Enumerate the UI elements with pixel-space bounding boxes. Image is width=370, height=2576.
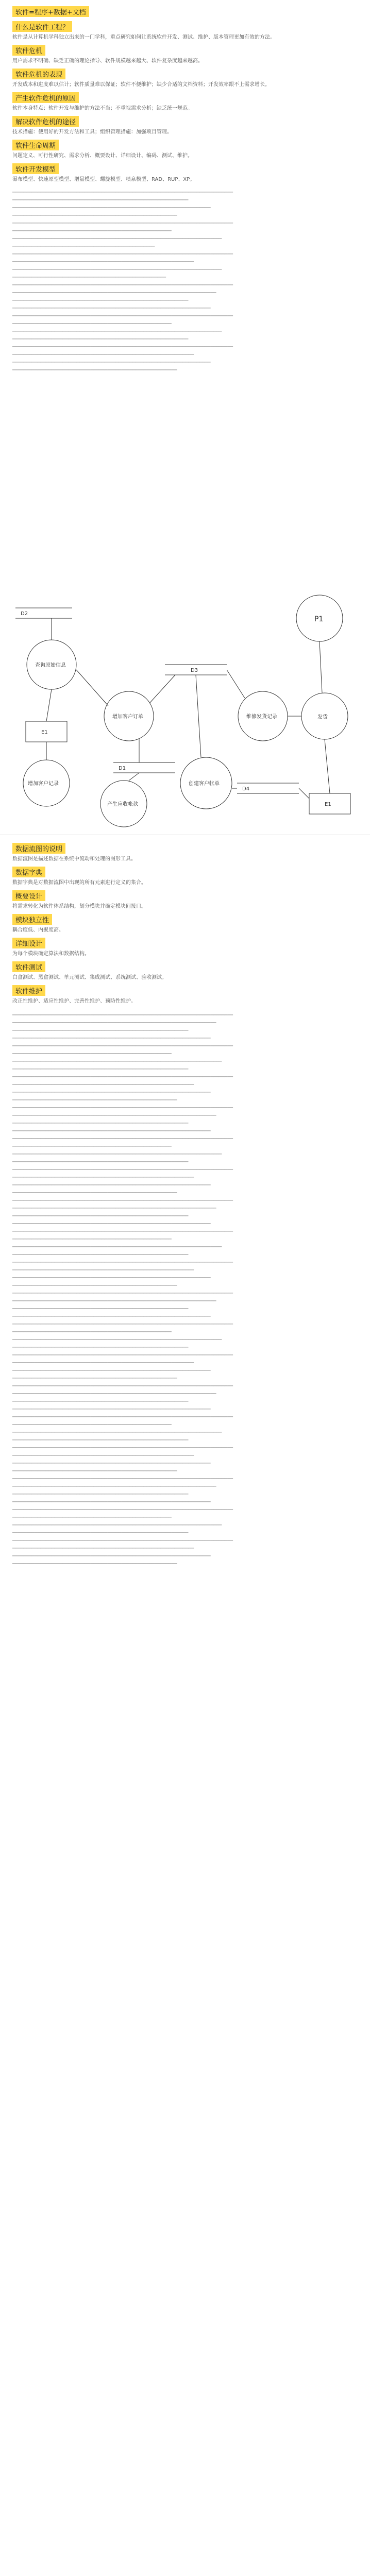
bubble-F-label: 发货	[317, 715, 328, 720]
doc-title: 软件=程序+数据+文档	[12, 6, 89, 17]
lower-1	[12, 863, 358, 887]
bubble-D-label: 创建客户帐单	[189, 781, 220, 787]
flow-arrow	[325, 739, 330, 793]
section-1	[12, 42, 358, 65]
store-D4-label: D4	[242, 786, 250, 792]
lower-3	[12, 911, 358, 935]
lower-6	[12, 982, 358, 1006]
entity-left-label: 增加客户记录	[28, 781, 59, 787]
section-heading: 解决软件危机的途径	[12, 116, 79, 127]
section-body: 数据字典是对数据流图中出现的所有元素进行定义的集合。	[12, 880, 146, 886]
section-heading: 软件维护	[12, 985, 45, 996]
section-6	[12, 160, 358, 184]
section-body: 改正性维护、适应性维护、完善性维护、预防性维护。	[12, 998, 136, 1004]
section-heading: 详细设计	[12, 938, 45, 948]
store-D2-label: D2	[21, 611, 28, 617]
section-heading: 模块独立性	[12, 914, 52, 925]
section-3	[12, 89, 358, 113]
store-D3-label: D3	[191, 668, 198, 673]
section-body: 用户需求不明确、缺乏正确的理论指导、软件规模越来越大、软件复杂度越来越高。	[12, 58, 203, 64]
section-heading: 软件开发模型	[12, 163, 59, 174]
flow-arrow	[227, 670, 245, 698]
section-body: 开发成本和进度难以估计；软件质量难以保证；软件不便维护；缺少合适的文档资料；开发效率跟不上需求增长。	[12, 82, 270, 88]
bubble-C-label: 产生应收帐款	[107, 802, 138, 807]
section-body: 将需求转化为软件体系结构，划分模块并确定模块间接口。	[12, 904, 146, 909]
section-body: 软件本身特点；软件开发与维护的方法不当；不重视需求分析；缺乏统一规范。	[12, 106, 193, 111]
bubble-E-label: 维修发货记录	[246, 714, 277, 720]
filler-text: ─────────────────────────────────────────────────────────────────────────────── ─────────────────────────────────────────────────────────────── ─────────────────────────────────────────────────────────────────────── ─────────────────────────────────────────────────────────── ─────────────────────────────────────────────────────────────────────────────── ───────────────────────────────────────────────────────── ─────────────────────────────────────────────────────────────────────────── ─────────────────────────────────────────────────── ─────────────────────────────────────────────────────────────────────────────── ───────────────────────────────────────────────────────────────── ─────────────────────────────────────────────────────────────────────────── ─────────────────────────────────────────────────────── ─────────────────────────────────────────────────────────────────────────────── ───────────────────────────────────────────────────────────────────────── ─────────────────────────────────────────────────────────────── ─────────────────────────────────────────────────────────────────────── ─────────────────────────────────────────────────────────────────────────────── ───────────────────────────────────────────────────────── ─────────────────────────────────────────────────────────────────────────── ─────────────────────────────────────────────────────────────── ─────────────────────────────────────────────────────────────────────────────── ───────────────────────────────────────────────────────────────── ─────────────────────────────────────────────────────────────────────── ───────────────────────────────────────────────────────────	[12, 190, 233, 373]
flow-arrow	[299, 788, 309, 799]
section-heading: 产生软件危机的原因	[12, 92, 79, 103]
lower-4	[12, 935, 358, 958]
store-D1-label: D1	[119, 766, 126, 771]
section-body: 瀑布模型、快速原型模型、增量模型、螺旋模型、喷泉模型、RAD、RUP、XP。	[12, 177, 195, 182]
bubble-B-label: 增加客户订单	[112, 714, 143, 720]
lower-0	[12, 840, 358, 863]
flow-arrow	[46, 689, 52, 721]
flow-arrow	[76, 670, 108, 706]
section-heading: 数据流图的说明	[12, 843, 65, 854]
section-0	[12, 18, 358, 42]
flow-arrow	[149, 675, 175, 703]
section-2	[12, 65, 358, 89]
lower-2	[12, 887, 358, 911]
section-heading: 概要设计	[12, 890, 45, 901]
section-4	[12, 113, 358, 137]
section-5	[12, 137, 358, 160]
section-body: 数据流图是描述数据在系统中流动和处理的图形工具。	[12, 856, 136, 862]
section-heading: 什么是软件工程？	[12, 21, 72, 32]
section-heading: 数据字典	[12, 867, 45, 877]
section-heading: 软件危机的表现	[12, 69, 65, 79]
section-heading: 软件测试	[12, 961, 45, 972]
section-body: 白盒测试、黑盒测试、单元测试、集成测试、系统测试、验收测试。	[12, 975, 167, 980]
section-body: 耦合度低、内聚度高。	[12, 927, 64, 933]
data-flow-diagram	[10, 587, 361, 835]
section-body: 问题定义、可行性研究、需求分析、概要设计、详细设计、编码、测试、维护。	[12, 153, 193, 159]
bubble-A-label: 查询原始信息	[35, 663, 66, 668]
section-body: 技术措施：使用好的开发方法和工具；组织管理措施：加强项目管理。	[12, 129, 172, 135]
flow-arrow	[196, 675, 201, 757]
top-section	[12, 3, 358, 375]
section-body: 软件是从计算机学科独立出来的一门学科，重点研究如何让系统软件开发、测试、维护、版本管理更加有效的方法。	[12, 35, 275, 40]
flow-arrow	[319, 641, 322, 693]
section-heading: 软件危机	[12, 45, 45, 56]
lower-5	[12, 958, 358, 982]
flow-arrow	[129, 773, 139, 781]
entity-E1-label: E1	[41, 730, 48, 735]
filler-text: ─────────────────────────────────────────────────────────────────────────────── ───────────────────────────────────────────────────────────────────────── ─────────────────────────────────────────────────────────────── ─────────────────────────────────────────────────────────────────────── ─────────────────────────────────────────────────────────────────────────────── ───────────────────────────────────────────────────────── ─────────────────────────────────────────────────────────────────────────── ─────────────────────────────────────────────────────────────── ─────────────────────────────────────────────────────────────────────────────── ───────────────────────────────────────────────────────────────── ─────────────────────────────────────────────────────────────────────── ─────────────────────────────────────────────────────────── ─────────────────────────────────────────────────────────────────────────────── ───────────────────────────────────────────────────────────────────────── ─────────────────────────────────────────────────────────────── ─────────────────────────────────────────────────────────────────────── ─────────────────────────────────────────────────────────────────────────────── ───────────────────────────────────────────────────────── ─────────────────────────────────────────────────────────────────────────── ─────────────────────────────────────────────────────────────── ─────────────────────────────────────────────────────────────────────────────── ───────────────────────────────────────────────────────────────── ─────────────────────────────────────────────────────────────────────── ─────────────────────────────────────────────────────────── ─────────────────────────────────────────────────────────────────────────────── ───────────────────────────────────────────────────────────────────────── ─────────────────────────────────────────────────────────────── ─────────────────────────────────────────────────────────────────────── ─────────────────────────────────────────────────────────────────────────────── ───────────────────────────────────────────────────────── ─────────────────────────────────────────────────────────────────────────── ─────────────────────────────────────────────────────────────── ─────────────────────────────────────────────────────────────────────────────── ───────────────────────────────────────────────────────────────── ─────────────────────────────────────────────────────────────────────── ─────────────────────────────────────────────────────────── ─────────────────────────────────────────────────────────────────────────────── ───────────────────────────────────────────────────────────────────────── ─────────────────────────────────────────────────────────────── ─────────────────────────────────────────────────────────────────────── ─────────────────────────────────────────────────────────────────────────────── ───────────────────────────────────────────────────────── ─────────────────────────────────────────────────────────────────────────── ─────────────────────────────────────────────────────────────── ─────────────────────────────────────────────────────────────────────────────── ───────────────────────────────────────────────────────────────── ─────────────────────────────────────────────────────────────────────── ─────────────────────────────────────────────────────────── ─────────────────────────────────────────────────────────────────────────────── ───────────────────────────────────────────────────────────────────────── ─────────────────────────────────────────────────────────────── ─────────────────────────────────────────────────────────────────────── ─────────────────────────────────────────────────────────────────────────────── ───────────────────────────────────────────────────────── ─────────────────────────────────────────────────────────────────────────── ─────────────────────────────────────────────────────────────── ─────────────────────────────────────────────────────────────────────────────── ───────────────────────────────────────────────────────────────── ─────────────────────────────────────────────────────────────────────── ─────────────────────────────────────────────────────────── ─────────────────────────────────────────────────────────────────────────────── ───────────────────────────────────────────────────────────────────────── ─────────────────────────────────────────────────────────────── ─────────────────────────────────────────────────────────────────────── ─────────────────────────────────────────────────────────────────────────────── ───────────────────────────────────────────────────────── ─────────────────────────────────────────────────────────────────────────── ─────────────────────────────────────────────────────────────── ─────────────────────────────────────────────────────────────────────────────── ───────────────────────────────────────────────────────────────── ─────────────────────────────────────────────────────────────────────── ───────────────────────────────────────────────────────────	[12, 1013, 233, 1567]
section-heading: 软件生命周期	[12, 140, 59, 150]
lower-section	[12, 840, 358, 1568]
section-body: 为每个模块确定算法和数据结构。	[12, 951, 90, 957]
entity-P1-label: P1	[314, 615, 324, 623]
entity-right-label: E1	[325, 802, 331, 807]
